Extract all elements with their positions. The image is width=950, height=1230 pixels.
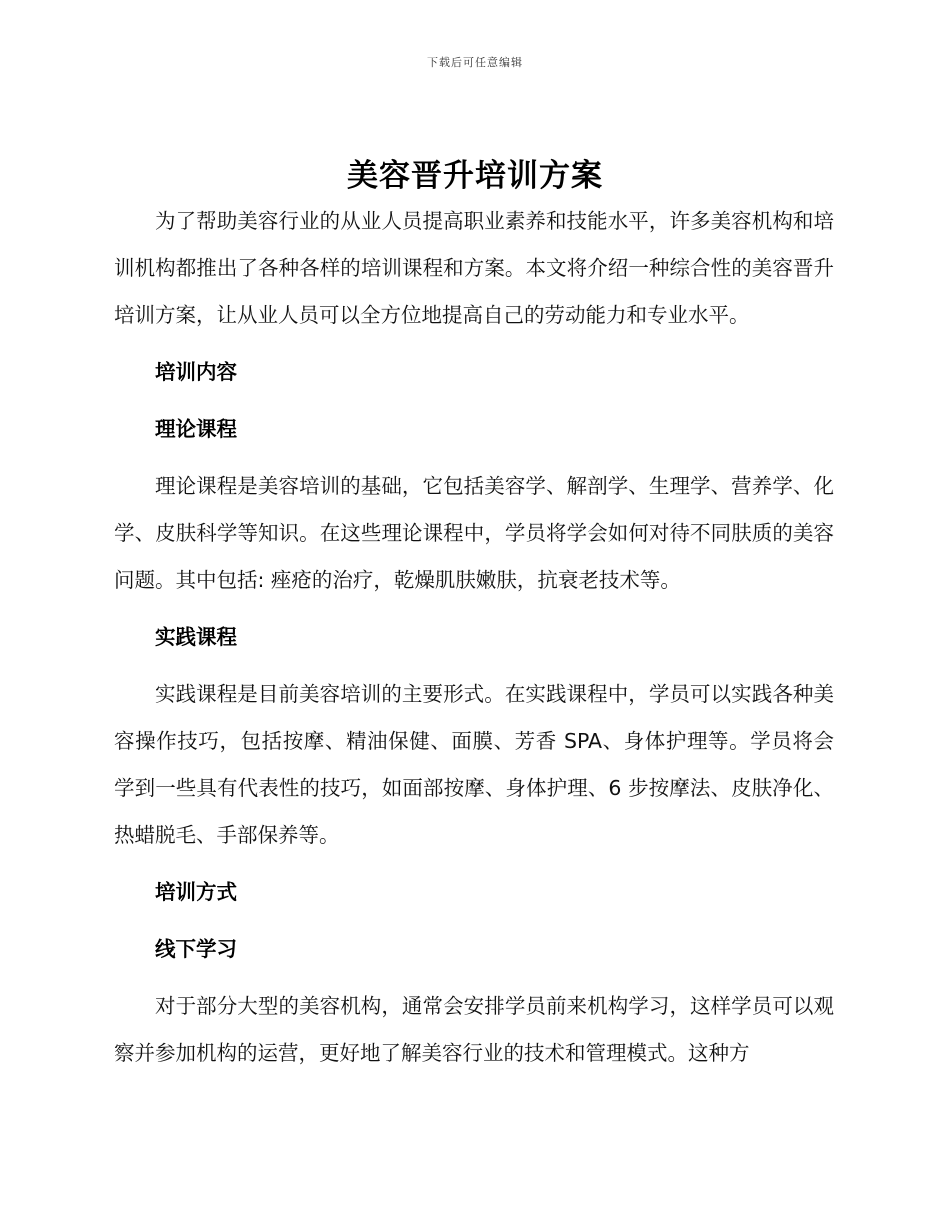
spacer <box>114 973 834 983</box>
practice-paragraph: 实践课程是目前美容培训的主要形式。在实践课程中，学员可以实践各种美容操作技巧，包括按摩、精油保健、面膜、芳香 SPA、身体护理等。学员将会学到一些具有代表性的技巧，如面部按摩、身体护理、6 步按摩法、皮肤净化、热蜡脱毛、手部保养等。 <box>114 682 834 847</box>
subsection-heading-offline: 线下学习 <box>155 937 237 961</box>
spacer <box>114 453 834 463</box>
section-heading-training-method: 培训方式 <box>155 880 237 904</box>
subsection-heading-theory: 理论课程 <box>155 417 237 441</box>
subsection-heading-practice: 实践课程 <box>155 625 237 649</box>
spacer <box>114 396 834 406</box>
offline-paragraph: 对于部分大型的美容机构，通常会安排学员前来机构学习，这样学员可以观察并参加机构的运营，更好地了解美容行业的技术和管理模式。这种方 <box>114 994 834 1065</box>
intro-paragraph: 为了帮助美容行业的从业人员提高职业素养和技能水平，许多美容机构和培训机构都推出了各种各样的培训课程和方案。本文将介绍一种综合性的美容晋升培训方案，让从业人员可以全方位地提高自己的劳动能力和专业水平。 <box>114 209 834 327</box>
spacer <box>114 661 834 671</box>
document-title: 美容晋升培训方案 <box>347 158 603 194</box>
spacer <box>114 604 834 614</box>
header-note: 下载后可任意编辑 <box>427 56 523 69</box>
spacer <box>114 916 834 926</box>
document-body <box>114 198 834 1077</box>
theory-paragraph: 理论课程是美容培训的基础，它包括美容学、解剖学、生理学、营养学、化学、皮肤科学等知识。在这些理论课程中，学员将学会如何对待不同肤质的美容问题。其中包括: 痤疮的治疗，乾燥肌肤嫩肤，抗衰老技术等。 <box>114 474 834 592</box>
section-heading-training-content: 培训内容 <box>155 360 237 384</box>
spacer <box>114 859 834 869</box>
spacer <box>114 339 834 349</box>
